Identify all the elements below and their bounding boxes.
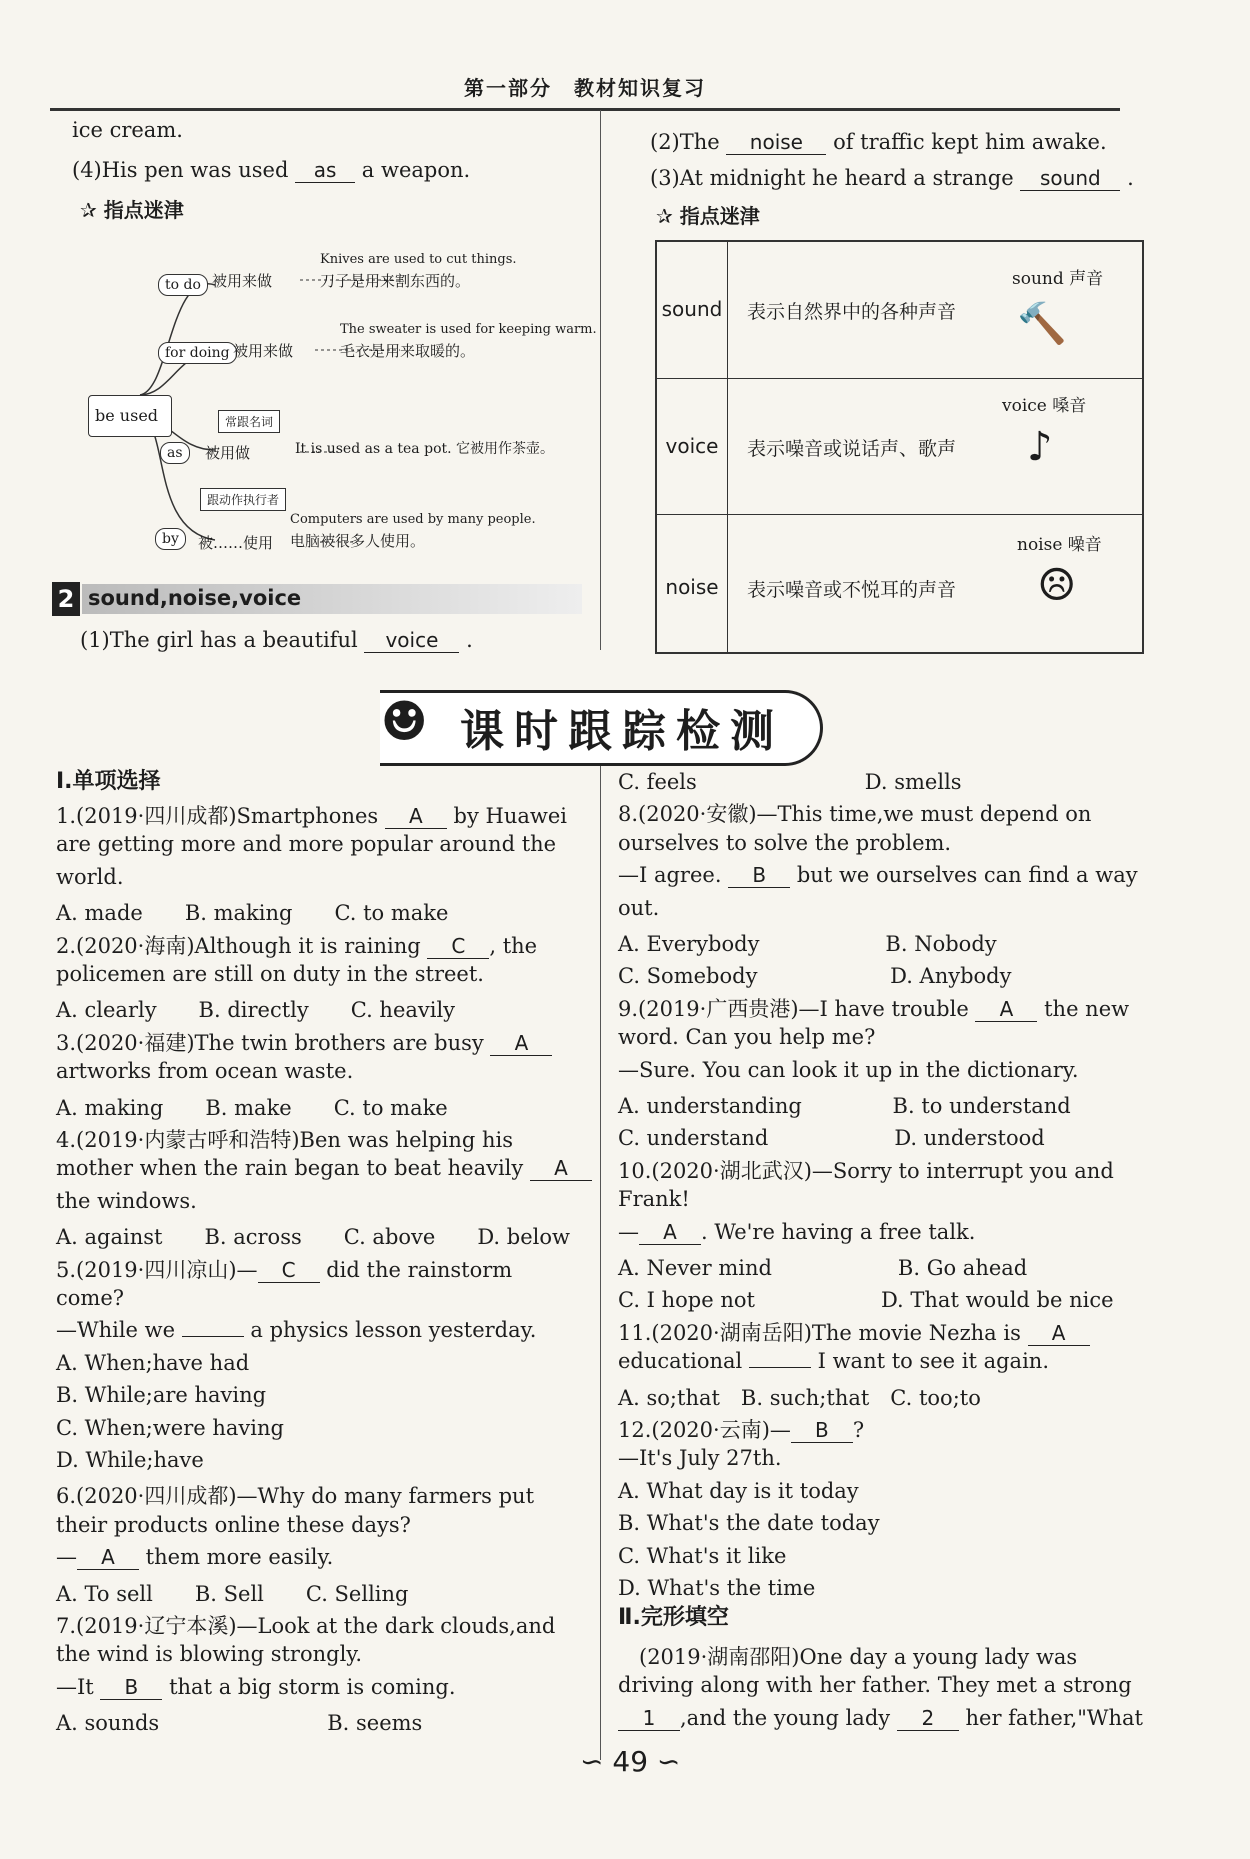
question-text: them more easily. (139, 1545, 334, 1570)
question-text: 5.(2019·四川凉山)— (56, 1257, 258, 1282)
question-line (56, 1286, 124, 1310)
question-text: 9.(2019·广西贵港)—I have trouble (618, 996, 976, 1021)
mindmap-by-note: 跟动作执行者 (200, 488, 286, 511)
table-label: sound 声音 (1012, 269, 1104, 289)
question-line (618, 1220, 975, 1245)
table-meaning: 表示噪音或说话声、歌声 (747, 438, 957, 460)
question-2 (650, 130, 1107, 155)
question-line (56, 1513, 411, 1537)
table-label: voice 嗓音 (1002, 396, 1087, 416)
column-divider-lower (600, 760, 601, 1760)
tip-title (80, 194, 184, 223)
table-meaning: 表示噪音或不悦耳的声音 (747, 579, 957, 601)
question-line (618, 1446, 782, 1470)
question-line (618, 798, 1091, 828)
question-text: 1.(2019·四川成都)Smartphones (56, 804, 385, 828)
question-text: 11.(2020·湖南岳阳)The movie Nezha is (618, 1320, 1028, 1345)
question-line (56, 1092, 448, 1122)
table-word: voice (665, 434, 719, 458)
question-text: 3.(2020·福建)The twin brothers are busy (56, 1030, 491, 1055)
question-text: C. Somebody D. Anybody (618, 964, 1012, 989)
q2-answer: noise (726, 130, 826, 155)
answer-blank: A (385, 804, 447, 829)
question-text: (2019·湖南邵阳)One day a young lady was (618, 1644, 1078, 1669)
page-header (50, 68, 1120, 111)
question-3 (650, 166, 1134, 191)
question-line (618, 1349, 1049, 1373)
q2-text: (2)The (650, 130, 720, 154)
question-line (56, 1480, 534, 1510)
q1-text-after: . (466, 628, 473, 652)
question-text: the wind is blowing strongly. (56, 1642, 363, 1667)
question-line (618, 1382, 981, 1412)
page-number (580, 1745, 680, 1778)
question-text: 6.(2020·四川成都)—Why do many farmers put (56, 1484, 535, 1509)
question-text: C. What's it like (618, 1543, 787, 1568)
question-line (56, 1156, 592, 1181)
question-line (56, 1351, 249, 1375)
q2-text-after: of traffic kept him awake. (833, 130, 1107, 154)
question-text: mother when the rain began to beat heavily (56, 1156, 530, 1181)
question-text: C. When;were having (56, 1415, 284, 1440)
column-divider (600, 110, 601, 650)
question-text: word. Can you help me? (618, 1025, 876, 1050)
question-text: A. sounds B. seems (56, 1711, 423, 1736)
question-line (618, 863, 1138, 888)
q3-answer: sound (1020, 166, 1120, 191)
question-line (618, 1252, 1027, 1282)
question-text: , the (489, 933, 538, 958)
question-line (56, 832, 556, 856)
question-text: A. clearly B. directly C. heavily (56, 998, 456, 1023)
mindmap-for-doing-en: The sweater is used for keeping warm. (340, 322, 597, 337)
question-line (618, 831, 951, 855)
mindmap-as-cn: 被用做 (205, 444, 251, 462)
question-text: —It's July 27th. (618, 1446, 782, 1471)
mascot-icon: ☻ (380, 690, 429, 753)
hammer-icon: 🔨 (1017, 301, 1067, 347)
question-text: —It (56, 1674, 101, 1699)
star-icon: ✰ (656, 204, 673, 228)
question-line (56, 1448, 204, 1472)
question-text: 12.(2020·云南)— (618, 1418, 791, 1442)
question-text: are getting more and more popular around the (56, 832, 557, 857)
question-line (56, 1124, 513, 1154)
question-line (56, 800, 567, 830)
question-text: . We're having a free talk. (701, 1219, 976, 1244)
swirl-icon: ∽ (580, 1745, 604, 1778)
question-line (56, 1221, 570, 1251)
question-text: C. I hope not D. That would be nice (618, 1288, 1114, 1313)
question-line (56, 1707, 422, 1737)
tip-label: 指点迷津 (679, 204, 760, 228)
question-line (56, 1416, 284, 1440)
question-line (618, 1673, 1132, 1697)
question-line (56, 1610, 555, 1640)
question-line (618, 766, 962, 796)
question-text: — (618, 1219, 639, 1244)
question-text: D. While;have (56, 1448, 204, 1472)
mindmap-for-doing: for doing (158, 342, 237, 364)
question-text: B. While;are having (56, 1383, 267, 1408)
question-text: 10.(2020·湖北武汉)—Sorry to interrupt you and (618, 1158, 1114, 1183)
q4-text: (4)His pen was used (72, 158, 289, 182)
question-text: B. What's the date today (618, 1511, 880, 1536)
text-line: ice cream. (72, 118, 183, 142)
question-text: A. understanding B. to understand (618, 1094, 1071, 1118)
question-line (56, 930, 537, 960)
question-text: Frank! (618, 1187, 690, 1212)
question-text: 2.(2020·海南)Although it is raining (56, 933, 428, 958)
question-1 (80, 628, 473, 653)
answer-blank (182, 1336, 244, 1337)
header-title: 第一部分 教材知识复习 (464, 76, 706, 100)
table-meaning: 表示自然界中的各种声音 (747, 301, 957, 323)
question-line (618, 993, 1129, 1023)
mindmap-to-do-zh: 刀子是用来割东西的。 (320, 272, 471, 290)
question-text: that a big storm is coming. (162, 1674, 456, 1699)
question-text: the windows. (56, 1188, 197, 1213)
question-line (56, 994, 455, 1024)
question-text: artworks from ocean waste. (56, 1059, 354, 1084)
question-line (618, 896, 659, 920)
table-row (657, 242, 1142, 378)
question-line (618, 1122, 1045, 1152)
question-text: A. Everybody B. Nobody (618, 932, 997, 956)
q3-text: (3)At midnight he heard a strange (650, 166, 1014, 190)
question-line (618, 1414, 864, 1444)
question-text: 4.(2019·内蒙古呼和浩特)Ben was helping his (56, 1128, 514, 1152)
part-1-title: Ⅰ.单项选择 (56, 769, 161, 794)
part-2-title: Ⅱ.完形填空 (618, 1605, 729, 1630)
question-text: world. (56, 864, 124, 889)
question-line (56, 1318, 536, 1342)
q4-answer: as (295, 158, 355, 183)
mindmap-by-en: Computers are used by many people. (290, 512, 536, 527)
question-text: C. understand D. understood (618, 1126, 1045, 1151)
table-row (657, 378, 1142, 515)
question-text: A. Never mind B. Go ahead (618, 1256, 1028, 1280)
mindmap-as-example: It is used as a tea pot. 它被用作茶壶。 (295, 441, 555, 457)
question-text: D. What's the time (618, 1576, 816, 1600)
question-text: the new (1037, 996, 1130, 1021)
table-word: noise (665, 575, 719, 599)
question-text: A. against B. across C. above D. below (56, 1225, 570, 1250)
answer-blank: B (100, 1675, 162, 1700)
question-text: A. When;have had (56, 1350, 250, 1375)
answer-blank: A (530, 1156, 592, 1181)
answer-blank: 2 (897, 1706, 959, 1731)
question-text: A. To sell B. Sell C. Selling (56, 1581, 409, 1606)
question-text: —I agree. (618, 863, 729, 888)
question-text: ourselves to solve the problem. (618, 830, 952, 855)
singing-icon: ♪ (1027, 424, 1053, 470)
question-line (618, 1284, 1114, 1314)
question-text: educational (618, 1349, 749, 1374)
question-line (56, 865, 124, 889)
mindmap-to-do: to do (158, 274, 208, 296)
answer-blank: A (639, 1220, 701, 1245)
question-line (56, 1642, 362, 1666)
question-line (56, 1545, 333, 1570)
question-text: —Sure. You can look it up in the dictionary. (618, 1057, 1079, 1082)
question-line (618, 1479, 859, 1503)
answer-blank (749, 1367, 811, 1368)
question-line (618, 1544, 786, 1568)
question-text: a physics lesson yesterday. (243, 1318, 537, 1343)
question-line (618, 1058, 1079, 1082)
page-number-text: 49 (612, 1745, 649, 1778)
mindmap-center: be used (88, 395, 172, 437)
question-text: did the rainstorm (319, 1257, 513, 1282)
answer-blank: C (258, 1258, 320, 1283)
annoyed-face-icon: ☹ (1037, 560, 1077, 611)
section-title: sound,noise,voice (88, 586, 302, 610)
answer-blank: A (975, 997, 1037, 1022)
question-line (618, 1317, 1090, 1347)
mindmap-as-note: 常跟名词 (218, 410, 280, 433)
question-line (56, 1059, 353, 1083)
question-text: come? (56, 1286, 125, 1310)
question-line (56, 1578, 408, 1608)
question-line (56, 962, 484, 986)
answer-blank: 1 (618, 1706, 680, 1731)
question-line (56, 1027, 552, 1057)
word-table (655, 240, 1144, 654)
question-line (56, 1675, 456, 1700)
question-text: C. feels D. smells (618, 770, 962, 794)
question-line (618, 1576, 815, 1600)
table-row (657, 514, 1142, 653)
swirl-icon: ∽ (656, 1745, 681, 1778)
section-number: 2 (52, 582, 80, 616)
banner-title: 课时跟踪检测 (460, 706, 784, 757)
mindmap-for-doing-cn: 被用来做 (233, 342, 294, 360)
question-text: policemen are still on duty in the street. (56, 962, 484, 986)
mindmap-to-do-en: Knives are used to cut things. (320, 252, 517, 267)
q4-text-after: a weapon. (361, 158, 471, 182)
mindmap-to-do-cn: 被用来做 (212, 272, 273, 290)
question-line (56, 1383, 266, 1407)
question-line (618, 1641, 1077, 1671)
question-text: driving along with her father. They met a strong (618, 1673, 1132, 1698)
question-line (618, 1511, 880, 1535)
question-text: A. making B. make C. to make (56, 1095, 448, 1120)
question-text: 8.(2020·安徽)—This time,we must depend on (618, 802, 1092, 827)
question-4 (72, 158, 470, 183)
mindmap-as: as (160, 442, 190, 464)
question-line (618, 1090, 1071, 1120)
table-word: sound (661, 297, 723, 321)
tip-label: 指点迷津 (103, 198, 184, 222)
mindmap-by-cn: 被……使用 (198, 534, 274, 552)
question-line (56, 1254, 512, 1284)
answer-blank: B (791, 1418, 853, 1443)
question-text: A. What day is it today (618, 1478, 859, 1503)
question-text: A. so;that B. such;that C. too;to (618, 1385, 981, 1410)
q1-text: (1)The girl has a beautiful (80, 628, 358, 652)
mindmap-for-doing-zh: 毛衣是用来取暖的。 (340, 342, 476, 360)
question-text: her father,"What (958, 1705, 1143, 1730)
q3-text-after: . (1127, 166, 1134, 190)
question-text: out. (618, 895, 660, 920)
star-icon: ✰ (80, 198, 97, 222)
question-text: — (56, 1545, 77, 1570)
question-text: but we ourselves can find a way (790, 863, 1138, 888)
question-text: I want to see it again. (810, 1349, 1049, 1374)
question-text: 7.(2019·辽宁本溪)—Look at the dark clouds,and (56, 1614, 556, 1638)
tip-title-right (656, 200, 760, 229)
question-text: —While we (56, 1318, 182, 1343)
question-line (56, 1189, 197, 1213)
question-text: ,and the young lady (680, 1705, 897, 1730)
answer-blank: C (427, 934, 489, 959)
mindmap-by-zh: 电脑被很多人使用。 (290, 532, 426, 550)
answer-blank: A (490, 1031, 552, 1056)
question-line (56, 897, 448, 927)
question-text: ? (852, 1418, 865, 1442)
answer-blank: A (1028, 1321, 1090, 1346)
question-text: A. made B. making C. to make (56, 901, 449, 926)
q1-answer: voice (364, 628, 459, 653)
table-label: noise 噪音 (1017, 535, 1102, 555)
answer-blank: B (728, 863, 790, 888)
mindmap-by: by (155, 528, 186, 550)
question-text: their products online these days? (56, 1512, 411, 1537)
question-line (618, 1706, 1143, 1731)
answer-blank: A (77, 1545, 139, 1570)
question-line (618, 1187, 690, 1211)
question-line (618, 960, 1012, 990)
question-line (618, 1155, 1114, 1185)
question-text: by Huawei (446, 804, 567, 828)
question-line (618, 1025, 875, 1049)
question-line (618, 928, 997, 958)
